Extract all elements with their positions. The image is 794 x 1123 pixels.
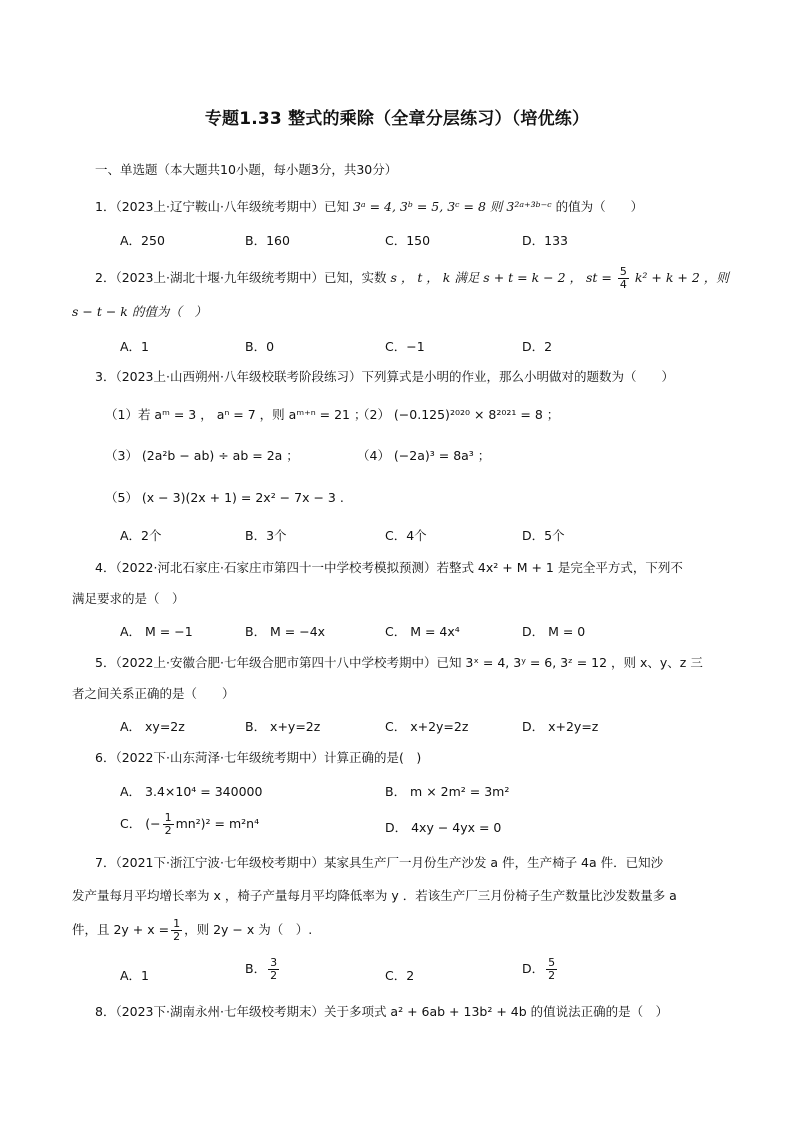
- question-1-math: 3ᵃ = 4, 3ᵇ = 5, 3ᶜ = 8 则: [352, 199, 503, 214]
- q5-option-c: C． x+2y=2z: [385, 719, 469, 734]
- q2-option-a: A．1: [120, 339, 150, 354]
- section-heading: 一、单选题（本大题共10小题，每小题3分，共30分）: [95, 162, 398, 177]
- q6-option-d: D． 4xy − 4yx = 0: [385, 820, 502, 835]
- question-5: 5．（2022上·安徽合肥·七年级合肥市第四十八中学校考期中）已知 3ˣ = 4, 3ʸ = 6, 3ᶻ = 12 ，则 x、y、z 三: [95, 655, 703, 670]
- q3-option-a: A．2个: [120, 528, 162, 543]
- question-5-line2: 者之间关系正确的是（ ）: [72, 686, 235, 701]
- q4-option-b: B． M = −4x: [245, 624, 326, 639]
- question-1-expression: 3²ᵃ⁺³ᵇ⁻ᶜ: [506, 199, 552, 214]
- question-2-condition: s ， t ， k 满足 s + t = k − 2 ， st =: [390, 270, 612, 285]
- page-title: 专题1.33 整式的乘除（全章分层练习）（培优练）: [204, 109, 590, 129]
- fraction: $\frac{5}{2}$: [548, 956, 556, 982]
- q1-option-a: A．250: [120, 233, 165, 248]
- question-4: 4．（2022·河北石家庄·石家庄市第四十一中学校考模拟预测）若整式 4x² + M + 1 是完全平方式，下列不: [95, 560, 683, 575]
- q4-option-c: C． M = 4x⁴: [385, 624, 460, 639]
- fraction: $\frac{1}{2}$: [173, 917, 181, 943]
- q3-option-c: C．4个: [385, 528, 427, 543]
- q6-option-a: A． 3.4×10⁴ = 340000: [120, 784, 263, 799]
- q2-option-c: C．−1: [385, 339, 425, 354]
- fraction: $\frac{3}{2}$: [270, 956, 278, 982]
- q6-option-c: C． (− $\frac{1}{2}$ mn²)² = m²n⁴: [120, 811, 260, 837]
- q7-option-b: B． $\frac{3}{2}$: [245, 956, 278, 982]
- q5-option-b: B． x+y=2z: [245, 719, 321, 734]
- q3-option-b: B．3个: [245, 528, 287, 543]
- question-2: [95, 266, 729, 291]
- q3-item-2: （2） (−0.125)²⁰²⁰ × 8²⁰²¹ = 8 ；: [357, 407, 560, 422]
- q2-option-d: D．2: [522, 339, 553, 354]
- question-1-stem: 1．（2023上·辽宁鞍山·八年级统考期中）已知: [95, 199, 349, 214]
- question-4-line2: 满足要求的是（ ）: [72, 591, 185, 606]
- question-1-ask: 的值为（ ）: [555, 199, 644, 214]
- q4-option-a: A． M = −1: [120, 624, 193, 639]
- question-7-line2: 发产量每月平均增长率为 x ，椅子产量每月平均降低率为 y ．若该生产厂三月份椅子生产数量比沙发数量多 a: [72, 888, 677, 903]
- q7-option-c: C．2: [385, 968, 415, 983]
- fraction: $\frac{5}{4}$: [619, 265, 627, 291]
- q3-item-4: （4） (−2a)³ = 8a³ ；: [357, 448, 491, 463]
- question-1: [95, 197, 643, 217]
- question-2-condition-tail: k² + k + 2 ，则: [634, 270, 729, 285]
- question-8: 8．（2023下·湖南永州·七年级校考期末）关于多项式 a² + 6ab + 13b² + 4b 的值说法正确的是（ ）: [95, 1004, 669, 1019]
- q3-option-d: D．5个: [522, 528, 565, 543]
- q7-option-a: A．1: [120, 968, 150, 983]
- question-2-line2: s − t − k 的值为（ ）: [72, 304, 207, 319]
- question-6: 6．（2022下·山东菏泽·七年级统考期中）计算正确的是( ): [95, 750, 422, 765]
- q1-option-c: C．150: [385, 233, 431, 248]
- q7-option-d: D． $\frac{5}{2}$: [522, 956, 556, 982]
- question-2-stem: 2．（2023上·湖北十堰·九年级统考期中）已知，实数: [95, 270, 387, 285]
- q3-item-5: （5） (x − 3)(2x + 1) = 2x² − 7x − 3 .: [105, 490, 344, 505]
- question-3: 3．（2023上·山西朔州·八年级校联考阶段练习）下列算式是小明的作业，那么小明做对的题数为（ ）: [95, 369, 674, 384]
- q4-option-d: D． M = 0: [522, 624, 586, 639]
- q5-option-a: A． xy=2z: [120, 719, 185, 734]
- fraction: $\frac{1}{2}$: [164, 811, 172, 837]
- q3-item-3: （3） (2a²b − ab) ÷ ab = 2a ；: [105, 448, 299, 463]
- q1-option-d: D．133: [522, 233, 568, 248]
- q2-option-b: B．0: [245, 339, 275, 354]
- question-7-line3: 件，且 2y + x = $\frac{1}{2}$ ，则 2y − x 为（ ）.: [72, 917, 313, 943]
- question-7-line1: 7．（2021下·浙江宁波·七年级校考期中）某家具生产厂一月份生产沙发 a 件，生产椅子 4a 件．已知沙: [95, 855, 664, 870]
- q5-option-d: D． x+2y=z: [522, 719, 599, 734]
- q3-item-1: （1）若 aᵐ = 3 ， aⁿ = 7 ，则 aᵐ⁺ⁿ = 21 ；: [105, 407, 367, 422]
- q6-option-b: B． m × 2m² = 3m²: [385, 784, 510, 799]
- q1-option-b: B．160: [245, 233, 290, 248]
